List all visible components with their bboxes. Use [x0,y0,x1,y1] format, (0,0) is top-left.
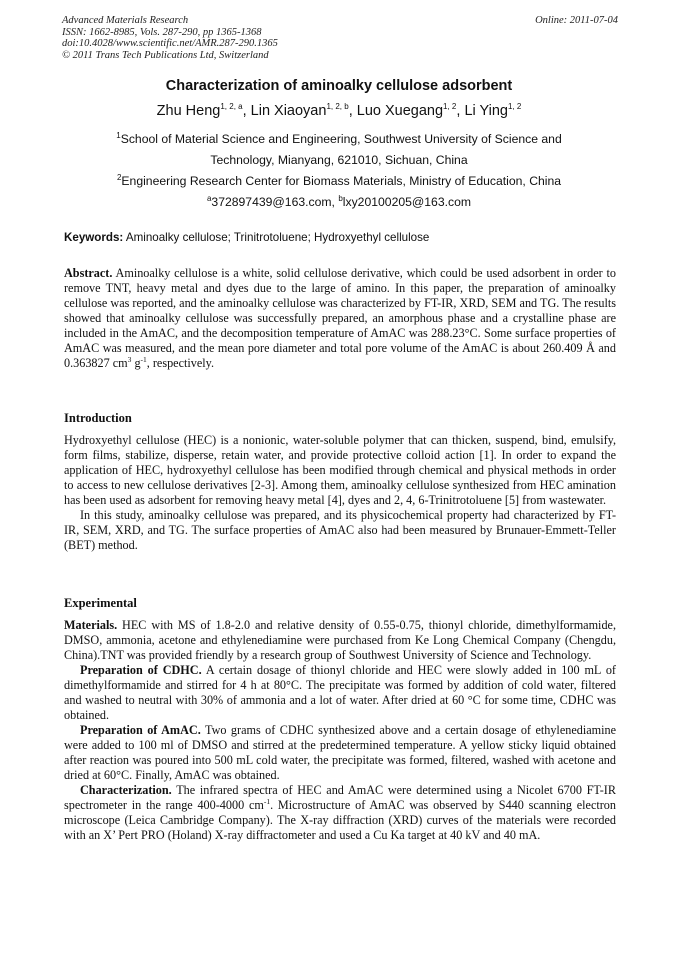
section-heading-experimental: Experimental [64,596,137,610]
amac-text: Two grams of CDHC synthesized above and a certain dosage of ethylenediamine were added to 100 ml of DMSO and stirred at the predetermined temperature. A yellow sticky liquid obtained after reaction was poured into 500 mL cold water, the precipitate was formed, filtered, washed with acetone and dried at 60°C. Finally, AmAC was obtained. [64,723,616,782]
affiliation-marker: 1 [116,130,121,140]
copyright-line: © 2011 Trans Tech Publications Ltd, Switzerland [62,49,269,61]
cdhc-paragraph [64,663,616,723]
author-affiliation-marker: 1, 2, b [326,102,349,112]
amac-paragraph [64,723,616,783]
materials-text: HEC with MS of 1.8-2.0 and relative density of 0.55-0.75, thionyl chloride, dimethylformamide, DMSO, ammonia, acetone and ethylenediamine were purchased from Ke Long Chemical Company (Chengdu, China).TNT was provided friendly by a research group of Southwest University of Science and Technology. [64,618,616,662]
journal-name: Advanced Materials Research [62,15,189,26]
section-heading-introduction: Introduction [64,411,132,425]
affiliation-1-line-2: Technology, Mianyang, 621010, Sichuan, China [210,153,468,167]
abstract [64,266,616,371]
materials-label: Materials. [64,618,118,632]
superscript: -1 [263,796,271,806]
amac-label: Preparation of AmAC. [80,723,201,737]
email-marker: b [338,193,343,203]
characterization-paragraph [64,783,616,843]
abstract-end: , respectively. [146,356,215,370]
superscript: 3 [127,354,132,364]
email-a: 372897439@163.com, [211,195,339,209]
affiliation-1-line-1: School of Material Science and Engineering, Southwest University of Science and [120,132,562,146]
cdhc-label: Preparation of CDHC. [80,663,202,677]
superscript: -1 [140,354,147,364]
affiliation-1 [40,129,638,171]
author-name: Lin Xiaoyan [250,103,327,119]
cdhc-text: A certain dosage of thionyl chloride and HEC were slowly added in 100 mL of dimethylformamide and stirred for 4 h at 80°C. The precipitate was formed by addition of cold water, filtered and washed to neutral with 30% of ammonia and a lot of water. After dried at 60 °C for some time, CDHC was obtained. [64,663,616,722]
author-affiliation-marker: 1, 2, a [220,102,243,112]
keywords-label: Keywords: [64,231,124,244]
keywords-text: Aminoalky cellulose; Trinitrotoluene; Hydroxyethyl cellulose [123,231,430,244]
experimental-body [64,618,616,843]
materials-paragraph [64,618,616,663]
introduction-body [64,433,616,553]
affiliation-marker: 2 [116,172,122,182]
affiliation-2-line: Engineering Research Center for Biomass Materials, Ministry of Education, China [121,174,562,188]
author-name: Li Ying [464,103,508,119]
author-emails [40,192,638,213]
keywords [64,231,620,244]
abstract-text: Aminoalky cellulose is a white, solid cellulose derivative, which could be used adsorbent in order to remove TNT, heavy metal and dyes due to the large of amino. In this paper, the preparation of aminoalky cellulose was reported, and the aminoalky cellulose was characterized by FT-IR, XRD, SEM and TG. The results showed that aminoalky cellulose was successfully prepared, an amorphous phase and a crystalline phase are included in the AmAC, and the decomposition temperature of AmAC was 288.23°C. Some surface properties of AmAC was measured, and the mean pore diameter and total pore volume of the AmAC is about 260.409 Å and 0.363827 cm [64,266,616,370]
author-list: Zhu Heng$^{1, 2, a}$, Lin Xiaoyan$^{1, 2, b}$, Luo Xuegang$^{1, 2}$, Li Ying$^{1, 2}$ [156,102,522,119]
introduction-paragraph-1: Hydroxyethyl cellulose (HEC) is a nonionic, water-soluble polymer that can thicken, suspend, bind, emulsify, form films, stabilize, disperse, retain water, and provide protective colloid action [1]. In order to expand the application of HEC, hydroxyethyl cellulose has been modified through chemical and physical methods in order to access to new cellulose derivatives [2-3]. Among them, aminoalky cellulose synthesized from HEC amination has been used as adsorbent for removing heavy metal [4], dyes and 2, 4, 6-Trinitrotoluene [5] from wastewater. [64,433,616,507]
doi-line: doi:10.4028/www.scientific.net/AMR.287-290.1365 [62,38,278,49]
characterization-text: The infrared spectra of HEC and AmAC were determined using a Nicolet 6700 FT-IR spectrometer in the range 400-4000 cm [64,783,616,812]
journal-header [62,15,618,61]
abstract-label: Abstract. [64,266,113,280]
paper-title: Characterization of aminoalky cellulose adsorbent [165,78,513,94]
author-name: Luo Xuegang [356,103,444,119]
characterization-label: Characterization. [80,783,172,797]
online-date: Online: 2011-07-04 [535,15,618,26]
characterization-text-cont: . Microstructure of AmAC was observed by S440 scanning electron microscope (Leica Cambridge Company). The X-ray diffraction (XRD) curves of the materials were recorded with an X’ Pert PRO (Holand) X-ray diffractometer and used a Cu Ka target at 40 kV and 40 mA. [64,798,616,842]
abstract-unit: g [131,356,141,370]
author-name: Zhu Heng [156,103,221,119]
issn-line: ISSN: 1662-8985, Vols. 287-290, pp 1365-1368 [62,26,262,38]
author-affiliation-marker: 1, 2 [443,102,457,112]
author-affiliation-marker: 1, 2 [507,102,522,112]
email-marker: a [206,193,212,203]
introduction-paragraph-2: In this study, aminoalky cellulose was prepared, and its physicochemical property had characterized by FT-IR, SEM, XRD, and TG. The surface properties of AmAC also had been measured by Brunauer-Emmett-Teller (BET) method. [64,508,616,552]
affiliation-2 [40,171,638,192]
email-b: lxy20100205@163.com [342,195,472,209]
